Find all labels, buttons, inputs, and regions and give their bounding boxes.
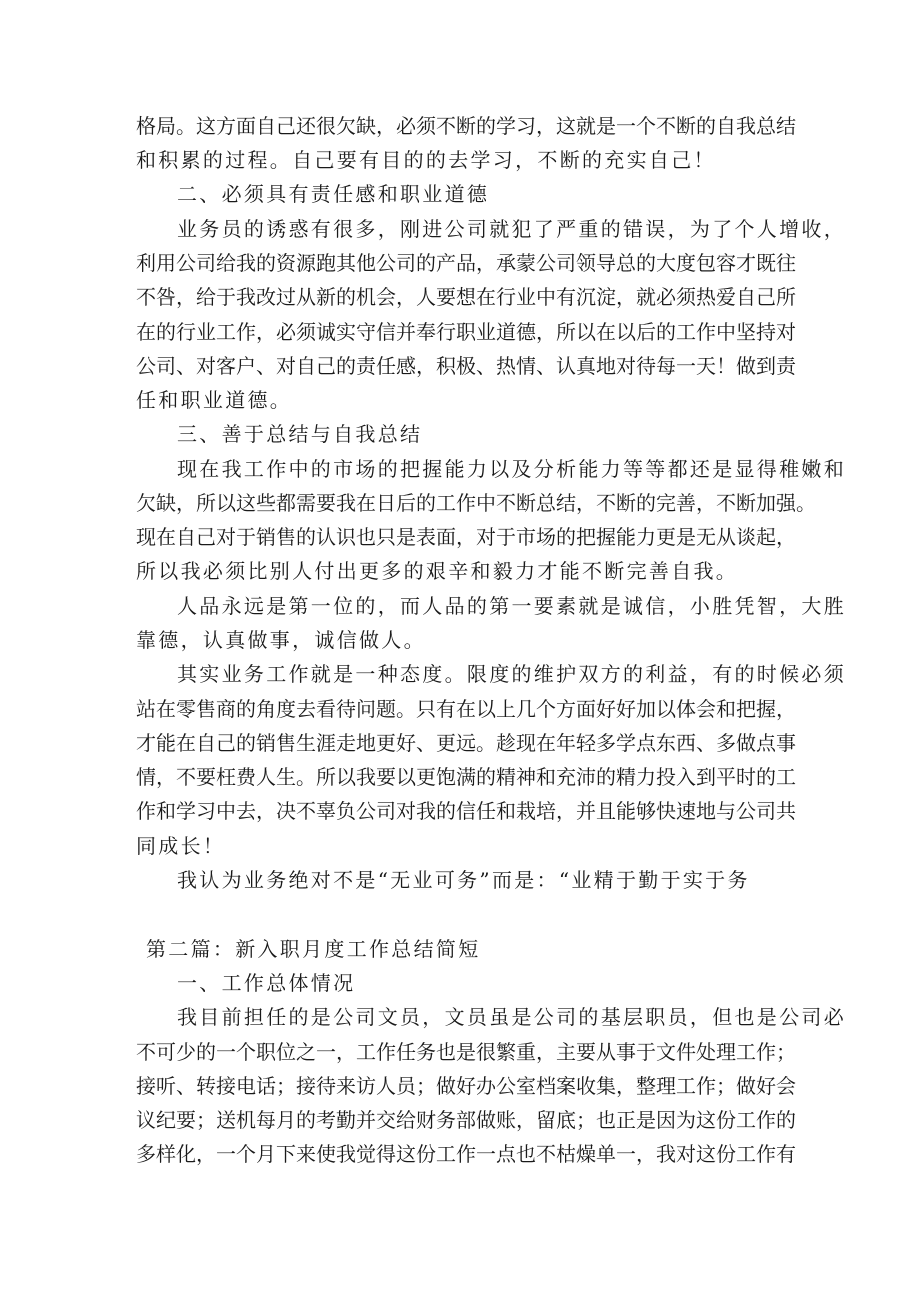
paragraph-line: 不咎，给于我改过从新的机会，人要想在行业中有沉淀，就必须热爱自己所	[136, 285, 796, 309]
paragraph-line: 作和学习中去，决不辜负公司对我的信任和栽培，并且能够快速地与公司共	[136, 799, 796, 823]
paragraph-line: 欠缺，所以这些都需要我在日后的工作中不断总结，不断的完善，不断加强。	[136, 491, 816, 515]
paragraph-line: 才能在自己的销售生涯走地更好、更远。趁现在年轻多学点东西、多做点事	[136, 731, 796, 755]
section-heading: 一、工作总体情况	[177, 971, 356, 995]
paragraph-line: 接听、转接电话；接待来访人员；做好办公室档案收集，整理工作；做好会	[136, 1074, 796, 1098]
paragraph-line: 公司、对客户、对自己的责任感，积极、热情、认真地对待每一天！做到责	[136, 354, 796, 378]
paragraph-line: 我认为业务绝对不是“无业可务”而是：“业精于勤于实于务	[177, 868, 750, 892]
paragraph-line: 业务员的诱惑有很多，刚进公司就犯了严重的错误，为了个人增收，	[177, 217, 846, 241]
paragraph-line: 和积累的过程。自己要有目的的去学习，不断的充实自己！	[136, 148, 716, 172]
paragraph-line: 利用公司给我的资源跑其他公司的产品，承蒙公司领导总的大度包容才既往	[136, 251, 796, 275]
paragraph-line: 现在我工作中的市场的把握能力以及分析能力等等都还是显得稚嫩和	[177, 457, 846, 481]
paragraph-line: 格局。这方面自己还很欠缺，必须不断的学习，这就是一个不断的自我总结	[136, 114, 796, 138]
section-heading: 三、善于总结与自我总结	[177, 422, 423, 446]
paragraph-line: 现在自己对于销售的认识也只是表面，对于市场的把握能力更是无从谈起，	[136, 525, 796, 549]
paragraph-line: 其实业务工作就是一种态度。限度的维护双方的利益，有的时候必须	[177, 662, 846, 686]
paragraph-line: 任和职业道德。	[136, 388, 293, 412]
paragraph-line: 在的行业工作，必须诚实守信并奉行职业道德，所以在以后的工作中坚持对	[136, 320, 796, 344]
paragraph-line: 同成长！	[136, 834, 226, 858]
paragraph-line: 情，不要枉费人生。所以我要以更饱满的精神和充沛的精力投入到平时的工	[136, 765, 796, 789]
paragraph-line: 议纪要；送机每月的考勤并交给财务部做账，留底；也正是因为这份工作的	[136, 1108, 796, 1132]
paragraph-line: 不可少的一个职位之一，工作任务也是很繁重，主要从事于文件处理工作；	[136, 1040, 796, 1064]
paragraph-line: 我目前担任的是公司文员，文员虽是公司的基层职员，但也是公司必	[177, 1005, 846, 1029]
paragraph-line: 人品永远是第一位的，而人品的第一要素就是诚信，小胜凭智，大胜	[177, 594, 846, 618]
paragraph-line: 靠德，认真做事，诚信做人。	[136, 628, 426, 652]
section-heading: 二、必须具有责任感和职业道德	[177, 182, 490, 206]
chapter-title: 第二篇：新入职月度工作总结简短	[146, 937, 481, 961]
paragraph-line: 所以我必须比别人付出更多的艰辛和毅力才能不断完善自我。	[136, 559, 739, 583]
paragraph-line: 站在零售商的角度去看待问题。只有在以上几个方面好好加以体会和把握，	[136, 697, 796, 721]
paragraph-line: 多样化，一个月下来使我觉得这份工作一点也不枯燥单一，我对这份工作有	[136, 1142, 796, 1166]
